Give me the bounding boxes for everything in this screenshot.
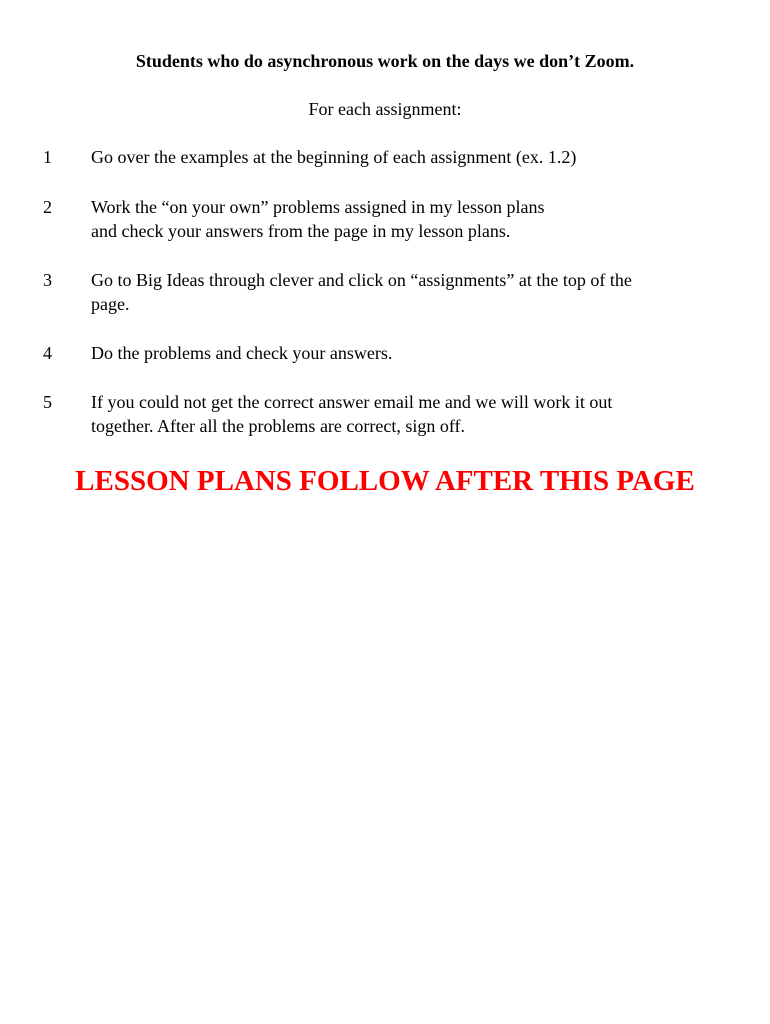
page-heading: Students who do asynchronous work on the days we don’t Zoom.	[135, 51, 635, 71]
step-text: If you could not get the correct answer email me and we will work it out together. After all the problems are correct, sign off.	[91, 392, 613, 436]
step-number: 3	[43, 270, 52, 290]
step-text: Work the “on your own” problems assigned in my lesson plans and check your answers from the page in my lesson plans.	[91, 197, 545, 241]
step-number: 5	[43, 392, 52, 412]
step-number: 4	[43, 343, 52, 363]
step-number: 1	[43, 147, 52, 167]
step-text: Go to Big Ideas through clever and click on “assignments” at the top of the page.	[91, 270, 632, 314]
step-text: Do the problems and check your answers.	[91, 343, 393, 363]
lesson-plans-banner: LESSON PLANS FOLLOW AFTER THIS PAGE	[75, 465, 695, 497]
step-text: Go over the examples at the beginning of each assignment (ex. 1.2)	[91, 147, 577, 167]
step-number: 2	[43, 197, 52, 217]
page-subheading: For each assignment:	[308, 99, 462, 119]
